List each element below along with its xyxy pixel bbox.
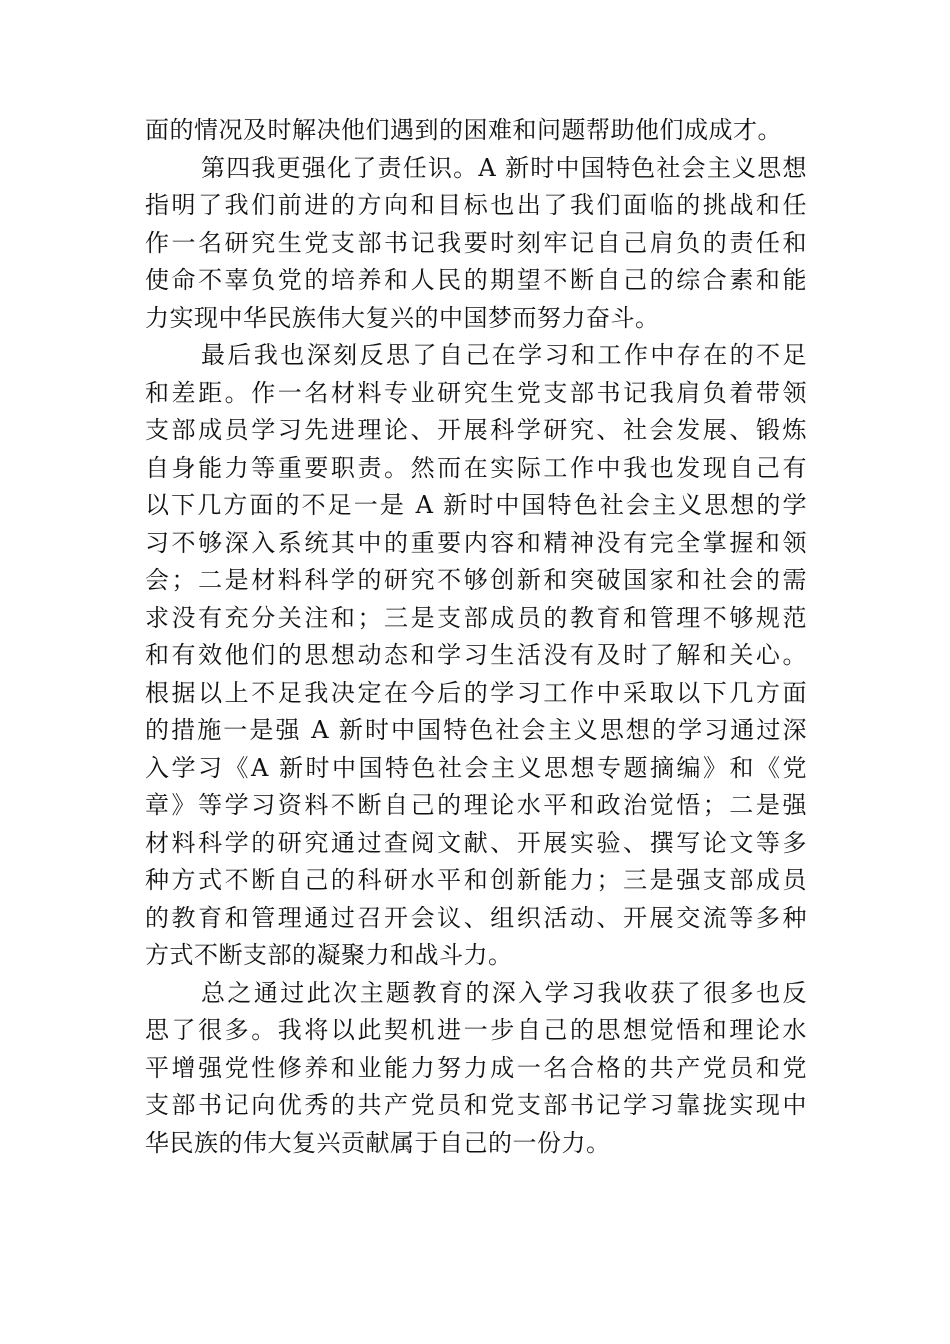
text-line: 以下几方面的不足一是 A 新时中国特色社会主义思想的学 [145,491,807,519]
text-line: 第四我更强化了责任识。A 新时中国特色社会主义思想 [201,153,807,182]
text-line: 习不够深入系统其中的重要内容和精神没有完全掌握和领 [145,528,807,557]
text-line: 思了很多。我将以此契机进一步自己的思想觉悟和理论水 [145,1016,807,1044]
text-line: 方式不断支部的凝聚力和战斗力。 [145,941,513,969]
text-line: 作一名研究生党支部书记我要时刻牢记自己肩负的责任和 [145,228,807,257]
text-line: 的教育和管理通过召开会议、组织活动、开展交流等多种 [145,903,807,932]
text-line: 根据以上不足我决定在今后的学习工作中采取以下几方面 [145,678,807,707]
text-line: 的措施一是强 A 新时中国特色社会主义思想的学习通过深 [145,716,807,744]
text-line: 和差距。作一名材料专业研究生党支部书记我肩负着带领 [145,378,807,407]
document-body [145,112,807,1162]
text-line: 种方式不断自己的科研水平和创新能力；三是强支部成员 [145,866,807,894]
text-line: 指明了我们前进的方向和目标也出了我们面临的挑战和任 [145,191,807,219]
text-line: 平增强党性修养和业能力努力成一名合格的共产党员和党 [145,1053,807,1082]
text-line: 力实现中华民族伟大复兴的中国梦而努力奋斗。 [145,303,660,332]
text-line: 支部书记向优秀的共产党员和党支部书记学习靠拢实现中 [145,1091,807,1119]
text-line: 总之通过此次主题教育的深入学习我收获了很多也反 [201,978,807,1007]
text-line: 章》等学习资料不断自己的理论水平和政治觉悟；二是强 [145,791,807,819]
text-line: 支部成员学习先进理论、开展科学研究、社会发展、锻炼 [145,416,807,444]
text-line: 材料科学的研究通过查阅文献、开展实验、撰写论文等多 [145,828,807,857]
text-line: 会；二是材料科学的研究不够创新和突破国家和社会的需 [145,566,807,594]
text-line: 华民族的伟大复兴贡献属于自己的一份力。 [145,1128,611,1157]
text-line: 入学习《A 新时中国特色社会主义思想专题摘编》和《党 [145,753,807,782]
text-line: 求没有充分关注和；三是支部成员的教育和管理不够规范 [145,603,807,632]
text-line: 使命不辜负党的培养和人民的期望不断自己的综合素和能 [145,266,807,294]
text-line: 最后我也深刻反思了自己在学习和工作中存在的不足 [201,341,807,369]
text-line: 自身能力等重要职责。然而在实际工作中我也发现自己有 [145,453,807,482]
text-line: 面的情况及时解决他们遇到的困难和问题帮助他们成成才。 [145,116,782,144]
text-line: 和有效他们的思想动态和学习生活没有及时了解和关心。 [145,641,807,669]
